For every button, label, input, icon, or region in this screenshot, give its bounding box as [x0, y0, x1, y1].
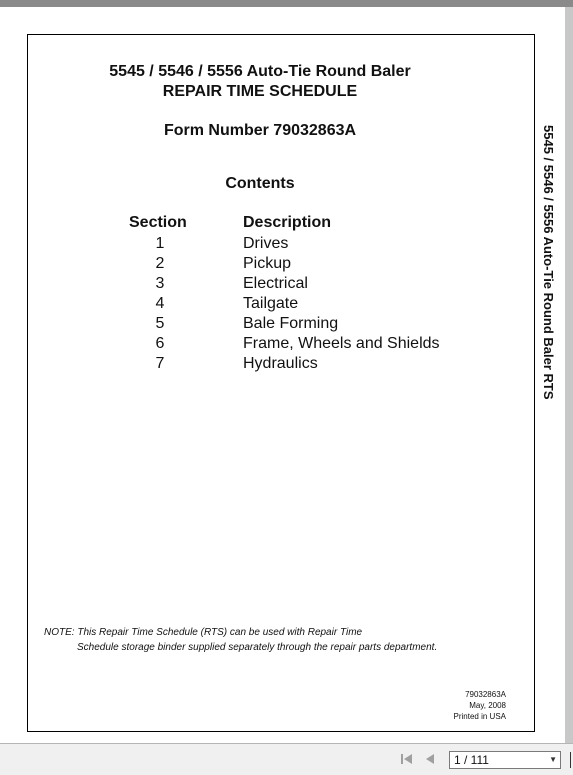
note-line-1: NOTE: This Repair Time Schedule (RTS) can be used with Repair Time [44, 627, 363, 638]
viewer-toolbar [0, 743, 573, 775]
page-footer [454, 689, 506, 722]
toc-description: Bale Forming [243, 315, 339, 332]
page-indicator: 1 / 111 [454, 753, 489, 767]
note-line-2: Schedule storage binder supplied separately through the repair parts department. [77, 642, 438, 653]
toc-description: Pickup [243, 255, 292, 272]
toc-description: Frame, Wheels and Shields [243, 335, 440, 352]
section-column-header: Section [129, 214, 187, 231]
toc-section-number: 3 [155, 275, 165, 292]
toc-section-number: 1 [155, 235, 165, 252]
toc-row [0, 334, 560, 354]
page-number-select[interactable] [449, 751, 561, 769]
toc-section-number: 2 [155, 255, 165, 272]
toc-description: Hydraulics [243, 355, 318, 372]
footer-date: May, 2008 [469, 701, 506, 710]
toc-section-number: 7 [155, 355, 165, 372]
note-text [44, 625, 437, 655]
toc-section-number: 5 [155, 315, 165, 332]
toc-row [0, 314, 560, 334]
document-subtitle: REPAIR TIME SCHEDULE [162, 83, 358, 100]
footer-form-code: 79032863A [465, 690, 506, 699]
toc-row [0, 274, 560, 294]
toc-row [0, 254, 560, 274]
spine-title: 5545 / 5546 / 5556 Auto-Tie Round Baler RTS [541, 125, 556, 400]
contents-heading: Contents [225, 175, 295, 192]
toc-row [0, 234, 560, 254]
first-page-icon[interactable] [400, 753, 414, 768]
prev-page-icon[interactable] [425, 753, 435, 768]
toc-description: Electrical [243, 275, 308, 292]
toc-description: Drives [243, 235, 289, 252]
form-number: Form Number 79032863A [163, 122, 357, 139]
toc-description: Tailgate [243, 295, 299, 312]
toolbar-divider [570, 752, 571, 768]
toc-section-number: 4 [155, 295, 165, 312]
toc-row [0, 294, 560, 314]
vertical-scrollbar[interactable] [565, 7, 573, 743]
toc-row [0, 354, 560, 374]
description-column-header: Description [243, 214, 332, 231]
chevron-down-icon: ▼ [549, 755, 557, 764]
toc-section-number: 6 [155, 335, 165, 352]
document-title: 5545 / 5546 / 5556 Auto-Tie Round Baler [109, 63, 411, 80]
contents-list [0, 234, 560, 374]
footer-printed: Printed in USA [453, 712, 506, 721]
